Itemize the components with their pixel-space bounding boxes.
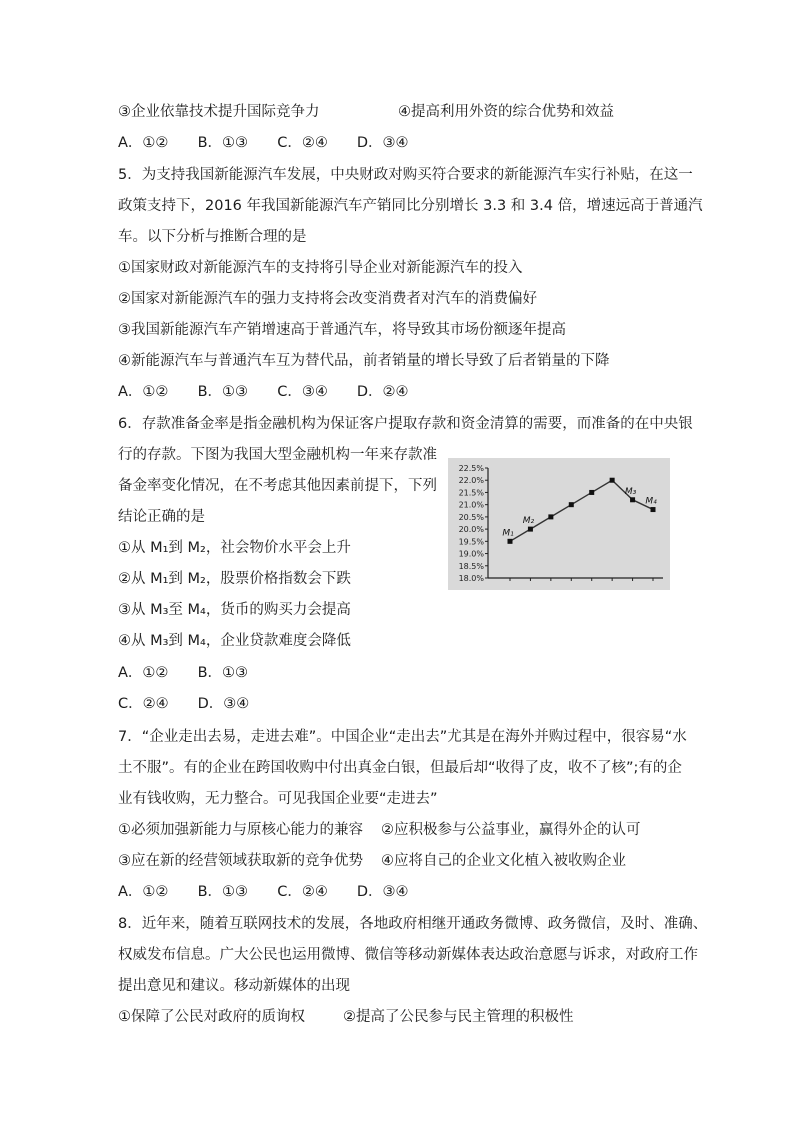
point-label: M₂ <box>522 516 535 527</box>
y-tick-label: 20.5% <box>458 512 484 522</box>
q8-options-row <box>118 1007 574 1027</box>
y-tick-label: 19.5% <box>458 537 484 547</box>
chart-point-labels <box>502 487 657 539</box>
data-point <box>528 527 533 532</box>
chart-axes <box>488 468 663 578</box>
y-tick-label: 19.0% <box>458 549 484 559</box>
answer-choice: B．①③ <box>197 384 249 400</box>
answer-choice: B．①③ <box>197 135 249 151</box>
q5-option-2: ②国家对新能源汽车的强力支持将会改变消费者对汽车的消费偏好 <box>118 291 537 307</box>
reserve-ratio-chart <box>448 458 670 590</box>
y-tick-label: 20.0% <box>458 525 484 535</box>
answer-choice: A．①② <box>118 384 169 400</box>
data-point <box>548 514 553 519</box>
q4-options-row <box>118 102 614 122</box>
q8-option-2: ②提高了公民参与民主管理的积极性 <box>343 1009 574 1025</box>
q4-option-4: ④提高利用外资的综合优势和效益 <box>398 104 614 120</box>
answer-choice: C．②④ <box>118 696 169 712</box>
q6-stem-line: 结论正确的是 <box>118 509 205 525</box>
answer-choice: A．①② <box>118 884 169 900</box>
answer-choice: B．①③ <box>197 665 249 681</box>
q6-stem-line: 备金率变化情况，在不考虑其他因素前提下，下列 <box>118 478 437 494</box>
q7-options-row-1 <box>118 820 641 840</box>
q8-stem-line: 8．近年来，随着互联网技术的发展，各地政府相继开通政务微博、政务微信，及时、准确、 <box>118 916 708 932</box>
q6-answers-row-2 <box>118 694 249 714</box>
q6-answers-row-1 <box>118 663 248 683</box>
point-label: M₄ <box>645 496 657 507</box>
q4-option-3: ③企业依靠技术提升国际竞争力 <box>118 104 320 120</box>
answer-choice: D．②④ <box>356 384 409 400</box>
data-point <box>589 490 594 495</box>
point-label: M₁ <box>502 528 514 539</box>
q7-option-2: ②应积极参与公益事业，赢得外企的认可 <box>381 822 641 838</box>
q8-stem-line: 提出意见和建议。移动新媒体的出现 <box>118 978 350 994</box>
data-point <box>508 539 513 544</box>
q8-stem-line: 权威发布信息。广大公民也运用微博、微信等移动新媒体表达政治意愿与诉求，对政府工作 <box>118 947 698 963</box>
q7-option-4: ④应将自己的企业文化植入被收购企业 <box>381 853 626 869</box>
point-label: M₃ <box>624 486 637 497</box>
y-tick-label: 22.0% <box>458 476 484 486</box>
answer-choice: C．③④ <box>277 384 328 400</box>
y-tick-label: 21.0% <box>458 500 484 510</box>
answer-choice: C．②④ <box>277 135 328 151</box>
q7-options-row-2 <box>118 851 626 871</box>
data-point <box>630 497 635 502</box>
answer-choice: A．①② <box>118 135 169 151</box>
q5-stem-line: 5．为支持我国新能源汽车发展，中央财政对购买符合要求的新能源汽车实行补贴，在这一 <box>118 167 693 183</box>
q5-option-4: ④新能源汽车与普通汽车互为替代品，前者销量的增长导致了后者销量的下降 <box>118 353 610 369</box>
q4-answers <box>118 133 409 153</box>
q6-stem-line: 行的存款。下图为我国大型金融机构一年来存款准 <box>118 447 437 463</box>
q5-stem-line: 车。以下分析与推断合理的是 <box>118 229 307 245</box>
y-tick-label: 18.5% <box>458 561 484 571</box>
chart-svg <box>448 458 670 590</box>
q6-stem-line: 6．存款准备金率是指金融机构为保证客户提取存款和资金清算的需要，而准备的在中央银 <box>118 416 693 432</box>
answer-choice: D．③④ <box>197 696 250 712</box>
y-tick-label: 21.5% <box>458 488 484 498</box>
q5-option-3: ③我国新能源汽车产销增速高于普通汽车，将导致其市场份额逐年提高 <box>118 322 566 338</box>
q6-option-3: ③从 M₃至 M₄，货币的购买力会提高 <box>118 602 351 618</box>
q5-option-1: ①国家财政对新能源汽车的支持将引导企业对新能源汽车的投入 <box>118 260 523 276</box>
data-point <box>610 478 615 483</box>
y-tick-label: 22.5% <box>458 464 484 473</box>
q5-stem-line: 政策支持下，2016 年我国新能源汽车产销同比分别增长 3.3 和 3.4 倍，增速远高于普通汽 <box>118 198 703 214</box>
answer-choice: D．③④ <box>356 135 409 151</box>
answer-choice: D．③④ <box>356 884 409 900</box>
q7-option-3: ③应在新的经营领域获取新的竞争优势 <box>118 853 363 869</box>
q5-answers <box>118 382 409 402</box>
q8-option-1: ①保障了公民对政府的质询权 <box>118 1009 305 1025</box>
q7-stem-line: 业有钱收购，无力整合。可见我国企业要“走进去” <box>118 791 438 807</box>
q7-answers <box>118 882 409 902</box>
answer-choice: A．①② <box>118 665 169 681</box>
y-tick-label: 18.0% <box>458 574 484 583</box>
q7-stem-line: 土不服”。有的企业在跨国收购中付出真金白银，但最后却“收得了皮，收不了核”;有的企 <box>118 760 682 776</box>
q6-option-4: ④从 M₃到 M₄，企业贷款难度会降低 <box>118 633 351 649</box>
q7-stem-line: 7．“企业走出去易，走进去难”。中国企业“走出去”尤其是在海外并购过程中，很容易“水 <box>118 729 687 745</box>
answer-choice: C．②④ <box>277 884 328 900</box>
q6-option-2: ②从 M₁到 M₂，股票价格指数会下跌 <box>118 571 351 587</box>
q7-option-1: ①必须加强新能力与原核心能力的兼容 <box>118 822 363 838</box>
q6-option-1: ①从 M₁到 M₂，社会物价水平会上升 <box>118 540 351 556</box>
data-point <box>651 507 656 512</box>
data-point <box>569 502 574 507</box>
answer-choice: B．①③ <box>197 884 249 900</box>
